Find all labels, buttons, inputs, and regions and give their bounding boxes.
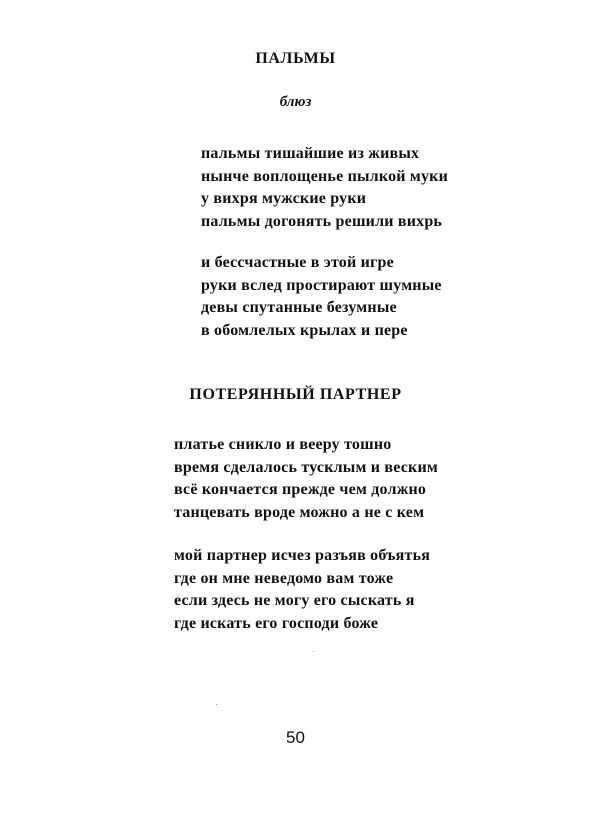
poem-subtitle-blues: блюз [279, 94, 312, 110]
poem1-line: руки вслед простирают шумные [201, 276, 442, 294]
poem2-line: платье сникло и вееру тошно [174, 436, 392, 453]
poem2-line: мой партнер исчез разъяв объятья [174, 547, 431, 564]
poem1-stanza-1 [201, 143, 448, 233]
page-number: 50 [286, 728, 305, 747]
poem1-line: нынче воплощенье пылкой муки [201, 167, 449, 185]
poem1-line: и бессчастные в этой игре [201, 254, 394, 271]
poem1-stanza-2 [201, 252, 442, 342]
poem2-stanza-1 [174, 434, 438, 524]
poem2-line: если здесь не могу его сыскать я [174, 592, 415, 610]
poem2-line: где искать его господи боже [174, 614, 379, 632]
poem-title-palms: ПАЛЬМЫ [255, 50, 336, 67]
scan-speck [216, 704, 217, 705]
poem1-line: пальмы догонять решили вихрь [201, 212, 443, 230]
poem1-line: девы спутанные безумные [201, 299, 397, 317]
poem-title-lost-partner: ПОТЕРЯННЫЙ ПАРТНЕР [189, 386, 402, 403]
poem1-line: пальмы тишайшие из живых [201, 145, 420, 162]
poem2-line: танцевать вроде можно а не с кем [174, 503, 425, 521]
poem2-line: всё кончается прежде чем должно [174, 481, 427, 499]
poem2-line: время сделалось тусклым и веским [174, 458, 438, 476]
poem2-line: где он мне неведомо вам тоже [174, 569, 394, 587]
poem2-stanza-2 [174, 545, 430, 635]
poem1-line: в обомлелых крылах и пере [201, 321, 408, 339]
scan-speck [313, 651, 314, 652]
poem1-line: у вихря мужские руки [201, 190, 367, 208]
